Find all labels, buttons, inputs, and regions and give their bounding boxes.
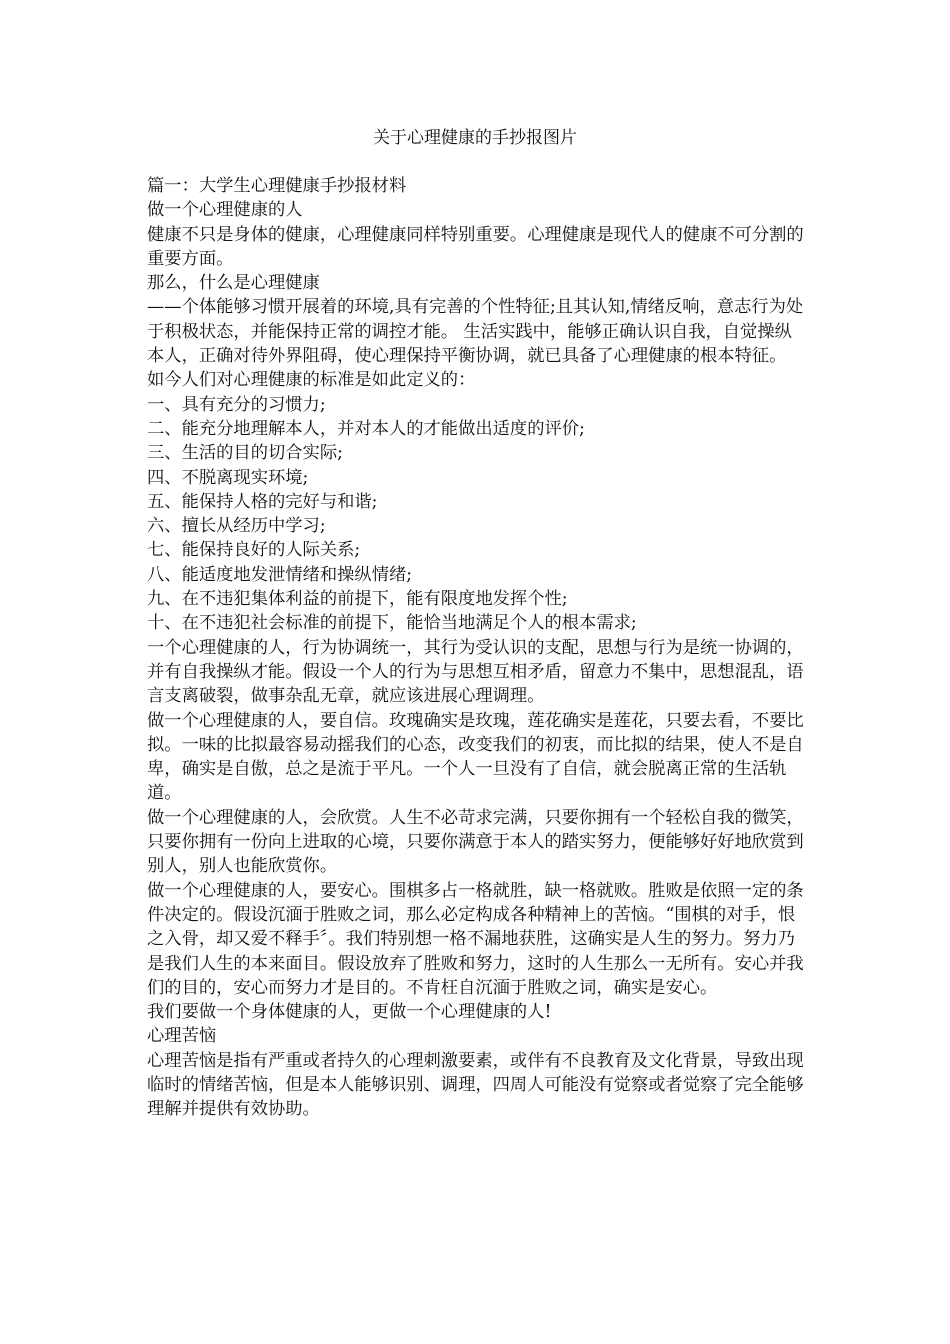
list-item: 三、生活的目的切合实际; [147, 443, 343, 464]
list-item: 四、不脱离现实环境; [147, 467, 309, 488]
document-body [147, 174, 807, 1122]
document-title: 关于心理健康的手抄报图片 [373, 128, 577, 148]
paragraph: ——个体能够习惯开展着的环境,具有完善的个性特征;且其认知,情绪反响，意志行为处于积极状态，并能保持正常的调控才能。 生活实践中，能够正确认识自我，自觉操纵本人，正确对待外界阻碍，使心理保持平衡协调，就已具备了心理健康的根本特征。 如今人们对心理健康的标准是如此定义的： [147, 297, 804, 391]
list-item: 二、能充分地理解本人，并对本人的才能做出适度的评价; [147, 418, 585, 439]
paragraph: 一个心理健康的人，行为协调统一，其行为受认识的支配，思想与行为是统一协调的，并有自我操纵才能。假设一个人的行为与思想互相矛盾，留意力不集中，思想混乱，语言支离破裂，做事杂乱无章，就应该进展心理调理。 [147, 637, 804, 707]
list-item: 五、能保持人格的完好与和谐; [147, 491, 378, 512]
list-item: 七、能保持良好的人际关系; [147, 540, 361, 561]
paragraph: 做一个心理健康的人，会欣赏。人生不必苛求完满，只要你拥有一个轻松自我的微笑，只要你拥有一份向上进取的心境，只要你满意于本人的踏实努力，便能够好好地欣赏到别人，别人也能欣赏你。 [147, 807, 804, 877]
list-item: 八、能适度地发泄情绪和操纵情绪; [147, 564, 413, 585]
paragraph: 做一个心理健康的人，要自信。玫瑰确实是玫瑰，莲花确实是莲花，只要去看，不要比拟。一味的比拟最容易动摇我们的心态，改变我们的初衷，而比拟的结果，使人不是自卑，确实是自傲，总之是流于平凡。一个人一旦没有了自信，就会脱离正常的生活轨道。 [147, 710, 804, 804]
list-item: 九、在不违犯集体利益的前提下，能有限度地发挥个性; [147, 589, 568, 610]
section-heading: 篇一：大学生心理健康手抄报材料 [147, 176, 407, 196]
list-item: 十、在不违犯社会标准的前提下，能恰当地满足个人的根本需求; [147, 613, 637, 634]
subheading: 做一个心理健康的人 [147, 200, 303, 221]
paragraph: 心理苦恼是指有严重或者持久的心理刺激要素，或伴有不良教育及文化背景，导致出现临时的情绪苦恼，但是本人能够识别、调理，四周人可能没有觉察或者觉察了完全能够理解并提供有效协助。 [147, 1050, 804, 1120]
list-item: 六、擅长从经历中学习; [147, 516, 326, 537]
subheading: 那么，什么是心理健康 [147, 273, 320, 294]
paragraph: 做一个心理健康的人，要安心。围棋多占一格就胜，缺一格就败。胜败是依照一定的条件决定的。假设沉湎于胜败之词，那么必定构成各种精神上的苦恼。“围棋的对手，恨之入骨，却又爱不释手〞。我们特别想一格不漏地获胜，这确实是人生的努力。努力乃是我们人生的本来面目。假设放弃了胜败和努力，这时的人生那么一无所有。安心并我们的目的，安心而努力才是目的。不肯枉自沉湎于胜败之词，确实是安心。 [147, 880, 804, 998]
paragraph: 健康不只是身体的健康，心理健康同样特别重要。心理健康是现代人的健康不可分割的重要方面。 [147, 224, 804, 269]
paragraph: 我们要做一个身体健康的人，更做一个心理健康的人! [147, 1002, 552, 1023]
list-item: 一、具有充分的习惯力; [147, 394, 326, 415]
subheading: 心理苦恼 [147, 1026, 217, 1047]
